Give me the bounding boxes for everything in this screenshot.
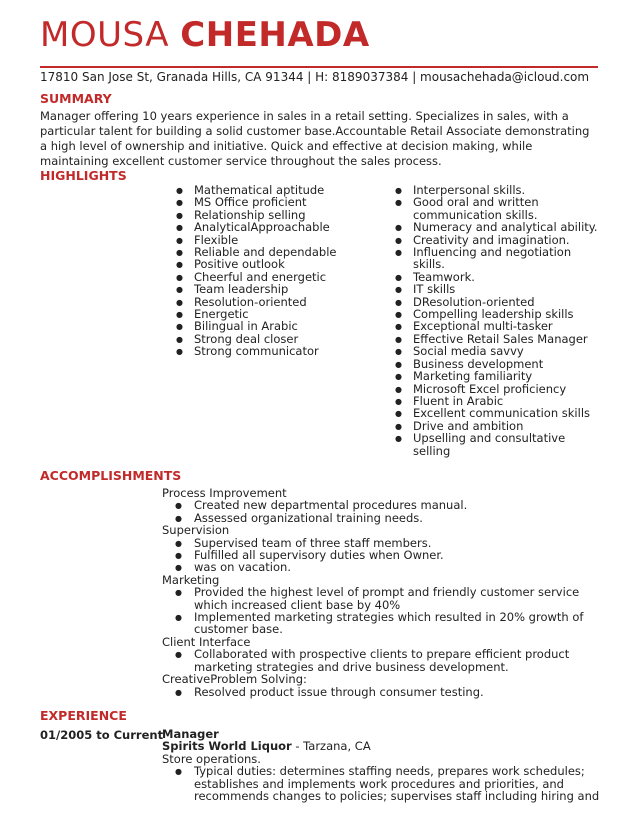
highlight-item: ● Relationship selling (174, 209, 364, 221)
accomplishment-group (162, 574, 602, 636)
accomplishment-group (162, 636, 602, 673)
accomplishments-list (162, 487, 602, 698)
highlight-item: ● Cheerful and energetic (174, 271, 364, 283)
first-name: MOUSA (40, 15, 169, 55)
highlight-item: ● Effective Retail Sales Manager (393, 333, 598, 345)
highlight-item: ● Flexible (174, 234, 364, 246)
accomplishment-group-heading: Client Interface (162, 634, 251, 649)
highlight-item: ● Interpersonal skills. (393, 184, 598, 196)
job-duty-item: ● Typical duties: determines staffing needs, prepares work schedules; establishes and implements work procedures and priorities, and recommends changes to policies; supervises staff including hiring and (162, 765, 602, 802)
job-title: Manager (162, 727, 219, 741)
accomplishment-group-heading: CreativeProblem Solving: (162, 672, 307, 687)
highlight-item: ● Upselling and consultative selling (393, 432, 598, 457)
experience-heading: EXPERIENCE (40, 708, 127, 723)
last-name: CHEHADA (180, 15, 370, 55)
accomplishment-items (162, 686, 602, 698)
highlight-item: ● Microsoft Excel proficiency (393, 383, 598, 395)
accomplishments-heading: ACCOMPLISHMENTS (40, 468, 182, 483)
highlights-right-column (393, 184, 598, 457)
accomplishment-group-heading: Supervision (162, 523, 230, 538)
header-divider (40, 66, 598, 68)
accomplishment-group-heading: Process Improvement (162, 486, 287, 500)
highlight-item: ● Team leadership (174, 283, 364, 295)
accomplishment-group (162, 673, 602, 698)
accomplishment-items (162, 499, 602, 524)
highlight-item: ● Mathematical aptitude (174, 184, 364, 196)
accomplishment-item: ● Supervised team of three staff members. (162, 537, 602, 549)
accomplishment-item: ● Created new departmental procedures manual. (162, 499, 602, 511)
highlight-item: ● Creativity and imagination. (393, 234, 598, 246)
accomplishment-item: ● was on vacation. (162, 561, 602, 573)
highlight-item: ● Compelling leadership skills (393, 308, 598, 320)
accomplishment-item: ● Implemented marketing strategies which resulted in 20% growth of customer base. (162, 611, 602, 636)
highlight-item: ● DResolution-oriented (393, 296, 598, 308)
summary-heading: SUMMARY (40, 91, 112, 106)
job-entry (162, 728, 602, 802)
job-location: - Tarzana, CA (291, 739, 371, 754)
highlight-item: ● Numeracy and analytical ability. (393, 221, 598, 233)
accomplishment-item: ● Assessed organizational training needs. (162, 512, 602, 524)
company-line (162, 740, 602, 752)
accomplishment-items (162, 586, 602, 636)
accomplishment-group-heading: Marketing (162, 572, 220, 587)
highlight-item: ● Energetic (174, 308, 364, 320)
highlight-item: ● Exceptional multi-tasker (393, 320, 598, 332)
candidate-name (40, 15, 370, 55)
highlight-item: ● Resolution-oriented (174, 296, 364, 308)
highlight-item: ● Excellent communication skills (393, 407, 598, 419)
highlight-item: ● Positive outlook (174, 258, 364, 270)
highlight-item: ● Influencing and negotiation skills. (393, 246, 598, 271)
accomplishment-group (162, 487, 602, 524)
summary-text: Manager offering 10 years experience in sales in a retail setting. Specializes in sales, with a particular talent for building a solid customer base.Accountable Retail Associate demonstrating a high level of ownership and initiative. Quick and effective at decision making, while maintaining excellent customer service throughout the sales process. (40, 109, 590, 168)
highlight-item: ● Teamwork. (393, 271, 598, 283)
highlight-item: ● Social media savvy (393, 345, 598, 357)
highlight-item: ● Business development (393, 358, 598, 370)
highlights-left-list (174, 184, 364, 358)
highlight-item: ● MS Office proficient (174, 196, 364, 208)
highlight-item: ● Drive and ambition (393, 420, 598, 432)
job-duties (162, 765, 602, 802)
accomplishment-item: ● Fulfilled all supervisory duties when Owner. (162, 549, 602, 561)
highlights-heading: HIGHLIGHTS (40, 168, 127, 183)
accomplishment-item: ● Collaborated with prospective clients to prepare efficient product marketing strategies and drive business development. (162, 648, 602, 673)
highlight-item: ● Reliable and dependable (174, 246, 364, 258)
highlight-item: ● Strong communicator (174, 345, 364, 357)
job-dates: 01/2005 to Current (40, 728, 164, 742)
highlights-left-column (174, 184, 364, 358)
highlight-item: ● Bilingual in Arabic (174, 320, 364, 332)
accomplishment-group (162, 524, 602, 574)
highlight-item: ● IT skills (393, 283, 598, 295)
highlights-right-list (393, 184, 598, 457)
highlight-item: ● Marketing familiarity (393, 370, 598, 382)
highlight-item: ● AnalyticalApproachable (174, 221, 364, 233)
highlight-item: ● Fluent in Arabic (393, 395, 598, 407)
accomplishment-item: ● Provided the highest level of prompt and friendly customer service which increased client base by 40% (162, 586, 602, 611)
accomplishment-items (162, 648, 602, 673)
accomplishment-item: ● Resolved product issue through consumer testing. (162, 686, 602, 698)
job-department: Store operations. (162, 751, 261, 766)
contact-line: 17810 San Jose St, Granada Hills, CA 91344 | H: 8189037384 | mousachehada@icloud.com (40, 70, 590, 84)
highlight-item: ● Good oral and written communication skills. (393, 196, 598, 221)
company-name: Spirits World Liquor (162, 739, 292, 754)
accomplishment-items (162, 537, 602, 574)
highlight-item: ● Strong deal closer (174, 333, 364, 345)
